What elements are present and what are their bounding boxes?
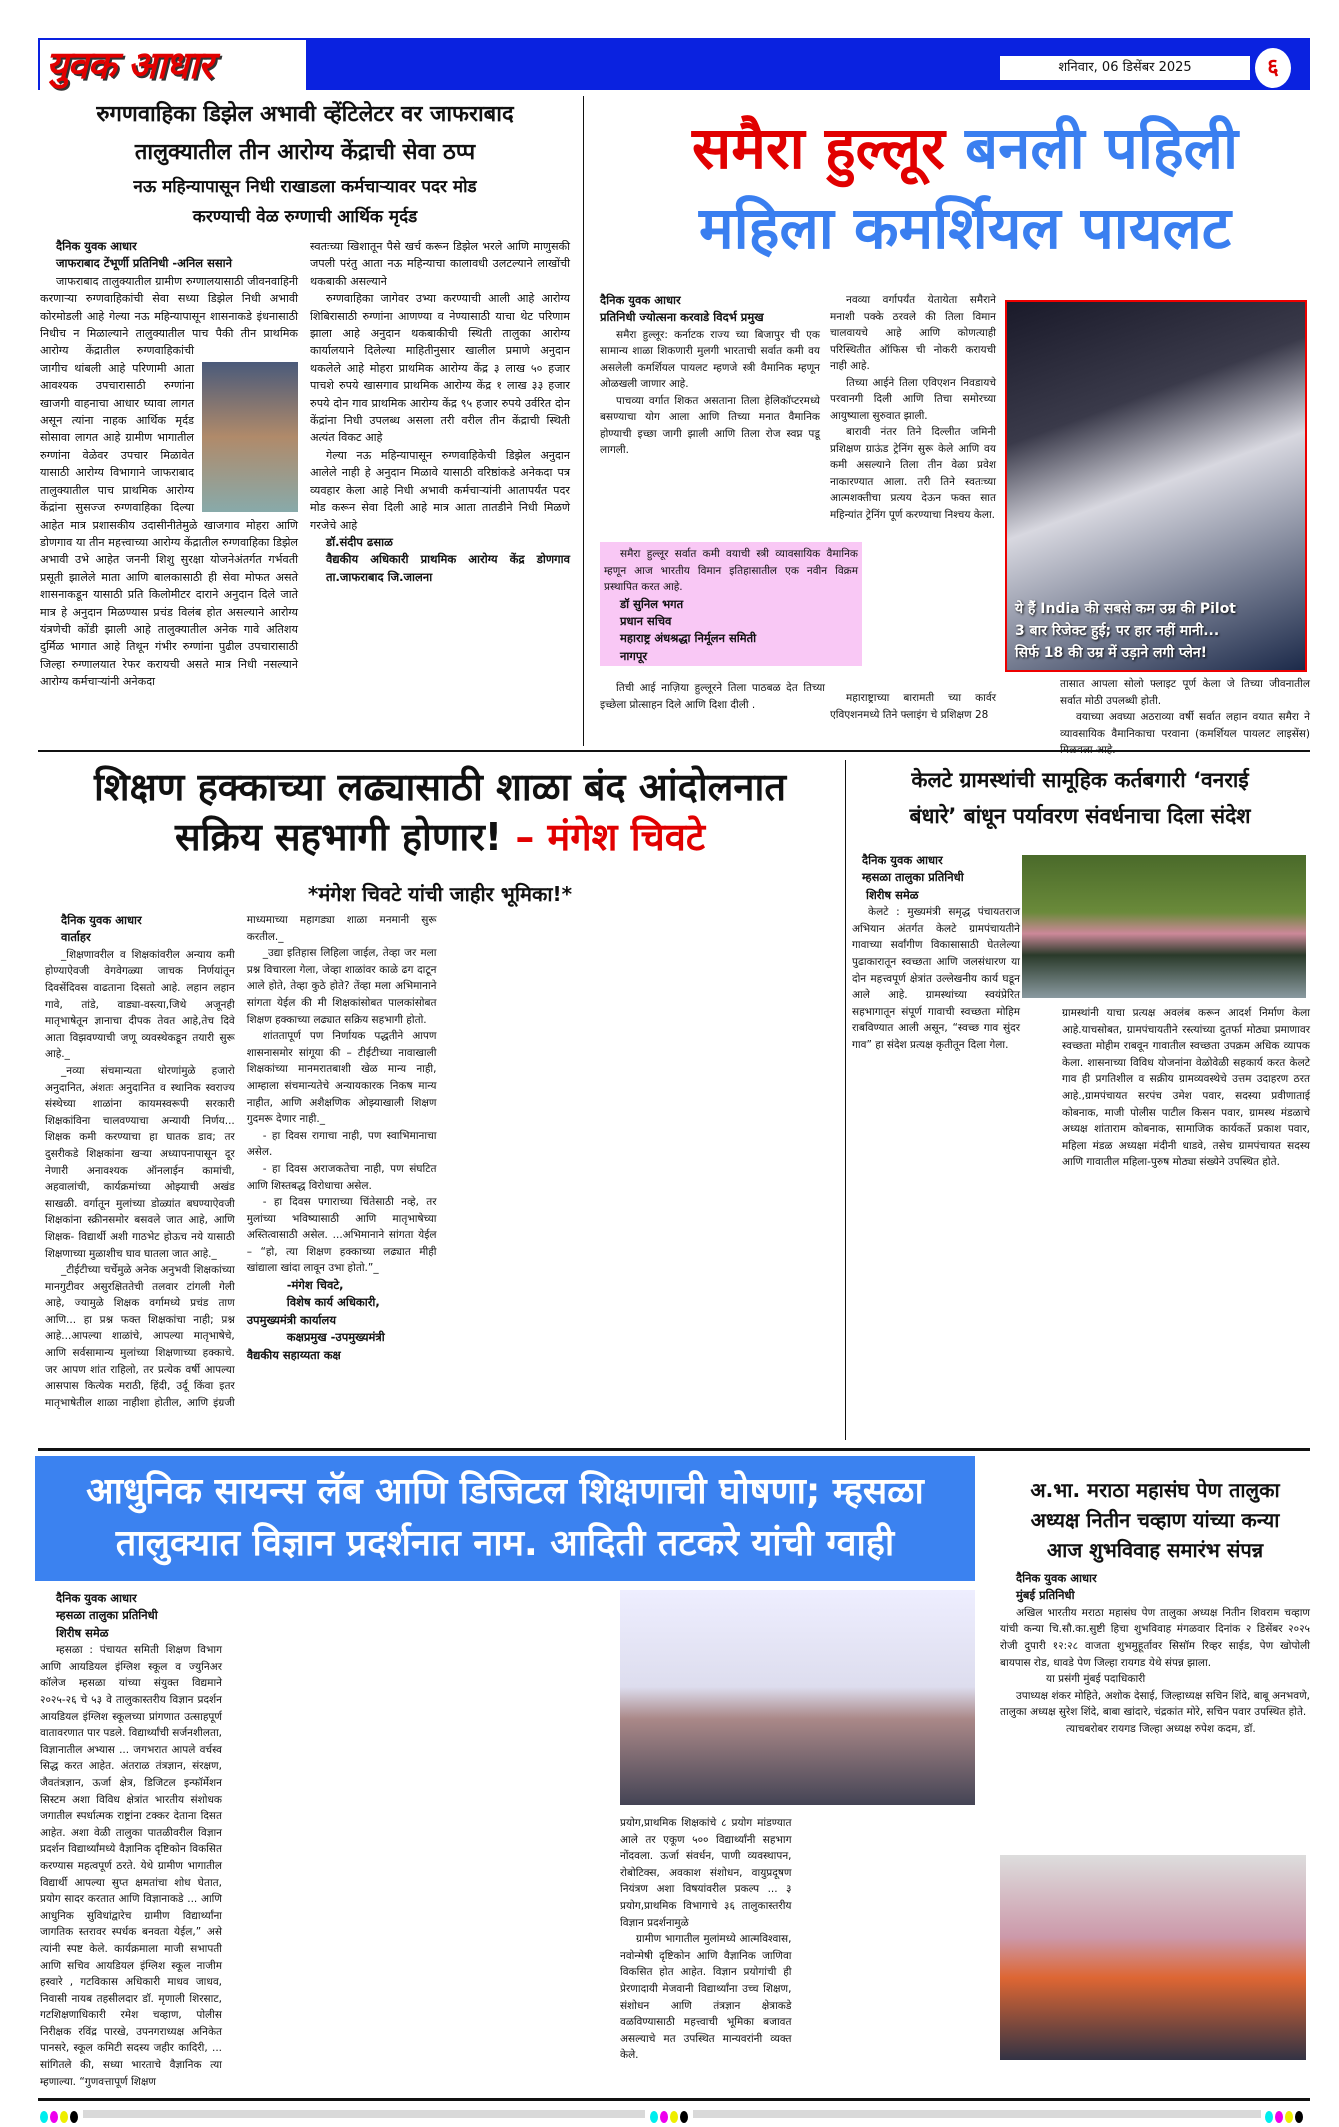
article-text: महाराष्ट्राच्या बारामती च्या कार्वर एविएशनमध्ये तिने फ्लाइंग चे प्रशिक्षण 28: [830, 692, 996, 721]
article-pilot-headline: [620, 108, 1310, 268]
registration-marks: [650, 2108, 690, 2127]
article-text: तासात आपला सोलो फ्लाइट पूर्ण केला जे तिच्या जीवनातील सर्वात मोठी उपलब्धी होती.: [1060, 678, 1310, 707]
article-text: तिची आई नाज़िया हुल्लूरने तिला पाठबळ देत तिच्या इच्छेला प्रोत्साहन दिले आणि दिशा दीली .: [600, 682, 825, 711]
article-text: गेल्या नऊ महिन्यापासून रुग्णवाहिकेची डिझेल अनुदान आलेले नाही हे अनुदान मिळावे यासाठी वरिष्ठांकडे अनेकदा पत्र व्यवहार केला आहे निधी अभावी कर्मचाऱ्यांनी आतापर्यंत पदर मोड करून सेवा दिली आहे मात्र आता तातडीने निधी मिळणे गरजेचे आहे: [310, 448, 570, 532]
page-number: ६: [1255, 48, 1291, 88]
registration-marks: [40, 2108, 80, 2127]
pilot-col2: [830, 292, 996, 523]
byline: दैनिक युवक आधार: [600, 293, 681, 307]
headline: अध्यक्ष नितीन चव्हाण यांच्या कन्या: [1030, 1508, 1280, 1532]
article-text: समैरा हुल्लूर: कर्नाटक राज्य च्या बिजापुर ची एक सामान्य शाळा शिकणारी मुलगी भारताची सर्वात कमी वय असलेली कमर्शियल पायलट म्हणजे स्त्री वैमानिक म्हणून ओळखली जाणार आहे.: [600, 328, 820, 391]
signature: कक्षप्रमुख -उपमुख्यमंत्री: [286, 1330, 385, 1345]
headline: तालुक्यात विज्ञान प्रदर्शनात नाम. आदिती तटकरे यांची ग्वाही: [115, 1523, 895, 1564]
footer-rule: [38, 2098, 1310, 2101]
article-text: केलटे : मुख्यमंत्री समृद्ध पंचायतराज अभियान अंतर्गत केलटे ग्रामपंचायतीने गावाच्या सर्वांगीण विकासासाठी घेतलेल्या पुढाकारातून स्वच्छता आणि जलसंधारण या दोन महत्त्वपूर्ण क्षेत्रांत उल्लेखनीय कार्य घडून आले आहे. ग्रामस्थांच्या स्वयंप्रेरित सहभागातून संपूर्ण गावाची स्वच्छता मोहिम राबविण्यात आली असून, “स्वच्छ गाव सुंदर गाव” हा संदेश प्रत्यक्ष कृतीतून दिला गेला.: [852, 906, 1020, 1051]
caption-line: सिर्फ 18 की उम्र में उड़ाने लगी प्लेन!: [1015, 645, 1208, 661]
byline: जाफराबाद टेंभूर्णी प्रतिनिधी -अनिल ससाने: [56, 256, 233, 271]
byline: म्हसळा तालुका प्रतिनिधी: [56, 1608, 158, 1623]
signature: विशेष कार्य अधिकारी,: [286, 1295, 380, 1310]
headline: रुगणवाहिका डिझेल अभावी व्हेंटिलेटर वर जाफराबाद: [96, 102, 514, 127]
headline-red: समैरा हुल्लूर: [691, 114, 945, 182]
headline-red: – मंगेश चिवटे: [515, 815, 705, 859]
kelte-col2: [1062, 1005, 1310, 1171]
kelte-col1: [852, 852, 1020, 1054]
article-text: _नव्या संचमान्यता धोरणांमुळे हजारो अनुदानित, अंशतः अनुदानित व स्थानिक स्वराज्य संस्थेच्या शाळांना कायमस्वरूपी सरकारी शिक्षकांविना चालवण्याचा अन्यायी निर्णय... शिक्षक कमी करण्याचा हा घातक डाव; तर दुसरीकडे शिक्षकांना खऱ्या अध्यापनापासून दूर नेणारी अनावश्यक ऑनलाईन कामांची, अहवालांची, कार्यक्रमांच्या ओझ्याची अखंड साखळी. वर्गातून मुलांच्या डोळ्यांत बघण्याऐवजी शिक्षकांना स्क्रीनसमोर बसवले जात आहे, आणि शिक्षक- विद्यार्थी अशी गाठभेट होऊच नये यासाठी शिक्षणाच्या मुळाशीच घाव घातला जात आहे._: [45, 1064, 235, 1260]
registration-marks: [1265, 2108, 1305, 2127]
article-text: अखिल भारतीय मराठा महासंघ पेण तालुका अध्यक्ष नितीन शिवराम चव्हाण यांची कन्या चि.सौ.का.सुष्टी हिचा शुभविवाह मंगळवार दिनांक २ डिसेंबर २०२५ रोजी दुपारी १२:२८ वाजता शुभमुहूर्तावर सिसॉम रिव्हर साईड, पेण खोपोली बायपास रोड, धावडे पेण जिल्हा रायगड येथे संपन्न झाला.: [1000, 1606, 1310, 1669]
article-wedding-headline: [1000, 1475, 1310, 1565]
byline: शिरीष समेळ: [56, 1625, 109, 1640]
headline-blue: महिला कमर्शियल पायलट: [698, 194, 1232, 262]
article-text: शांततापूर्ण पण निर्णायक पद्धतीने आपण शासनासमोर सांगूया की – टीईटीच्या नावाखाली शिक्षकांच्या मानमरातबाशी खेळ मान्य नाही, आम्हाला संचमान्यतेचे अन्यायकारक निकष मान्य नाहीत, आणि अशैक्षणिक ओझ्याखाली शिक्षण गुदमरू देणार नाही._: [246, 1030, 437, 1126]
section-divider: [38, 750, 1310, 752]
byline: दैनिक युवक आधार: [56, 239, 137, 253]
quote-signature: महाराष्ट्र अंधश्रद्धा निर्मूलन समिती: [620, 631, 757, 646]
article-text: तिच्या आईने तिला एविएशन निवडायचे परवानगी दिली आणि तिचा समोरच्या आयुष्याला सुरुवात झाली.: [830, 376, 996, 422]
subheadline: *मंगेश चिवटे यांची जाहीर भूमिका!*: [307, 882, 573, 906]
reporter-photo: [202, 362, 298, 512]
signature: -मंगेश चिवटे,: [286, 1278, 344, 1293]
headline: आधुनिक सायन्स लॅब आणि डिजिटल शिक्षणाची घोषणा; म्हसळा: [86, 1471, 924, 1512]
color-bar: [83, 2110, 645, 2118]
article-text: _टीईटीच्या चर्चेमुळे अनेक अनुभवी शिक्षकांच्या मानगुटीवर असुरक्षिततेची तलवार टांगली गेली आहे, ज्यामुळे शिक्षक वर्गामध्ये प्रचंड ताण आणि... हा प्रश्न फक्त शिक्षकांचा नाही; प्रश्न आहे...आपल्या शाळांचे, आपल्या मातृभाषेचे, आणि सर्वसामान्य मुलांच्या शिक्षणाच्या हक्काचे. जर आपण शांत राहिलो, तर प्रत्येक वर्षी आपल्या आसपास कित्येक मराठी, हिंदी, उर्दू किंवा इतर मातृभाषेतील शाळा नाहीशा होतील, आणि इंग्रजी माध्यमाच्या महागड्या शाळा मनमानी सुरू करतील._: [45, 914, 437, 1409]
article-text: ग्रामीण भागातील मुलांमध्ये आत्मविश्वास, नवोन्मेषी दृष्टिकोन आणि वैज्ञानिक जाणिवा विकसित होत आहेत. विज्ञान प्रयोगांची ही प्रेरणादायी मेजवानी विद्यार्थ्यांना उच्च शिक्षण, संशोधन आणि तंत्रज्ञान क्षेत्राकडे वळविण्यासाठी महत्त्वाची भूमिका बजावत असल्याचे मत उपस्थित मान्यवरांनी व्यक्त केले.: [620, 1933, 792, 2062]
wedding-photo: [1000, 1855, 1306, 2060]
signature: उपमुख्यमंत्री कार्यालय: [246, 1312, 336, 1327]
quote-box: [600, 542, 862, 666]
education-article-body: [45, 912, 840, 1440]
column-divider: [845, 760, 846, 1440]
article-text: _शिक्षणावरील व शिक्षकांवरील अन्याय कमी होण्याऐवजी वेगवेगळ्या जाचक निर्णयांतून दिवसेंदिवस वाढताना दिसतो आहे. लहान लहान गावे, तांडे, वाड्या-वस्त्या,जिथे अजूनही मातृभाषेतून ज्ञानाचा दीपक तेवत आहे,तेच दिवे आता विझवण्याची जणू व्यवस्थेकडून तयारी सुरू आहे._: [45, 948, 235, 1061]
article-text: _उद्या इतिहास लिहिला जाईल, तेव्हा जर मला प्रश्न विचारला गेला, जेव्हा शाळांवर काळे ढग दाटून आले होते, तेव्हा कुठे होते? तेंव्हा मला अभिमानाने सांगता येईल की मी शिक्षकांसोबत पालकांसोबत शिक्षण हक्काच्या लढ्यात सक्रिय सहभागी होतो.: [246, 947, 437, 1026]
signature: वैद्यकीय अधिकारी प्राथमिक आरोग्य केंद्र डोणगाव ता.जाफराबाद जि.जालना: [326, 552, 570, 584]
column-divider: [583, 96, 584, 746]
subheadline: नऊ महिन्यापासून निधी राखाडला कर्मचाऱ्यावर पदर मोड: [133, 177, 477, 197]
quote-text: समैरा हुल्लूर सर्वात कमी वयाची स्त्री व्यावसायिक वैमानिक म्हणून आज भारतीय विमान इतिहासातील एक नवीन विक्रम प्रस्थापित करत आहे.: [604, 548, 858, 593]
headline: शिक्षण हक्काच्या लढ्यासाठी शाळा बंद आंदोलनात: [93, 765, 787, 809]
villagers-photo: [1022, 855, 1306, 998]
article-text: बारावी नंतर तिने दिल्लीत जमिनी प्रशिक्षण ग्राऊंड ट्रेनिंग सुरू केले आणि वय कमी असल्याने तिला तीन वेळा प्रवेश नाकारण्यात आला. तरी तिने स्वतःच्या आत्मशक्तीचा प्रत्यय देऊन फक्त सात महिन्यांत ट्रेनिंग पूर्ण करण्याचा निश्चय केला.: [830, 426, 996, 521]
signature: डॉ.संदीप ढसाळ: [326, 534, 393, 549]
subheadline: करण्याची वेळ रुग्णाची आर्थिक मृर्दड: [192, 207, 418, 227]
byline: दैनिक युवक आधार: [56, 1591, 137, 1605]
article-education-headline: [40, 762, 840, 862]
article-text: जाफराबाद तालुक्यातील ग्रामीण रुग्णालयासाठी जीवनवाहिनी करणाऱ्या रुग्णवाहिकांची सेवा सध्या डिझेल निधी अभावी कोरमोडली आहे गेल्या नऊ महिन्यापासून शासनाकडे इंधनासाठी निधीच न मिळाल्याने तालुक्यातील पाच पैकी तीन प्राथमिक आरोग्य केंद्रातील रुग्णवाहिकांची जागीच थांबली आहे परिणामी आता आवश्यक उपचारासाठी रुग्णांना खाजगी वाहनाचा आधार घ्यावा लागत असून त्यांना नाहक आर्थिक मृर्दड सोसावा लागत आहे ग्रामीण भागातील रुग्णांना वेळेवर उपचार मिळावेत यासाठी आरोग्य विभागाने जाफराबाद तालुक्यातील पाच प्राथमिक आरोग्य केंद्रांना सुसज्ज रुग्णवाहिका दिल्या आहेत मात्र प्रशासकीय उदासीनीतेमुळे खाजगाव मोहरा आणि डोणगाव या तीन महत्त्वाच्या आरोग्य केंद्रातील रुग्णवाहिका डिझेल अभावी उभे आहेत जननी शिशु सुरक्षा योजनेअंतर्गत गर्भवती प्रसूती झालेले माता आणि बालकासाठी ही सेवा मोफत असते शासनाकडून यासाठी प्रति किलोमीटर दाराने अनुदान दिले जाते मात्र हे अनुदान मिळण्यास प्रचंड विलंब होत असल्याने आरोग्य यंत्रणेची कोंडी झाली आहे तालुक्यातील अनेक गावे अतिशय दुर्मिळ भागात आहे तिथून गंभीर रुग्णांना पुढील उपचारासाठी जिल्हा रुग्णालयात रेफर करायची असते मात्र निधी नसल्याने आरोग्य कर्मचाऱ्यांनी अनेकदा: [40, 274, 298, 689]
article-text: उपाध्यक्ष शंकर मोहिते, अशोक देसाई, जिल्हाध्यक्ष सचिन शिंदे, बाबू अनभवणे, तालुका अध्यक्ष सुरेश शिंदे, बाबा खांदारे, चंद्रकांत मोरे, सचिन पवार उपस्थित होते.: [1000, 1689, 1310, 1719]
pilot-col1: [600, 292, 820, 459]
science-article-body-2: [620, 1815, 975, 2095]
wedding-article-body: [1000, 1570, 1310, 1738]
headline: अ.भा. मराठा महासंघ पेण तालुका: [1030, 1478, 1280, 1502]
headline: सक्रिय सहभागी होणार!: [175, 815, 503, 859]
byline: मुंबई प्रतिनिधी: [1016, 1588, 1075, 1603]
newspaper-logo: युवक आधार: [40, 40, 306, 90]
headline: केलटे ग्रामस्थांची सामूहिक कर्तबगारी ‘वनराई: [911, 768, 1249, 792]
photo-caption: [1015, 598, 1297, 664]
article-text: ग्रामस्थांनी याचा प्रत्यक्ष अवलंब करून आदर्श निर्माण केला आहे.याचसोबत, ग्रामपंचायतीने रस्त्यांच्या दुतर्फा मोठ्या प्रमाणावर स्वच्छता मोहीम राबवून गावातील स्वच्छता उपक्रम अधिक व्यापक केला. शासनाच्या विविध योजनांना वेळोवेळी सहकार्य करत केलटे गाव ही प्रगतिशील व सक्रीय ग्रामव्यवस्थेचे उत्तम उदाहरण ठरत आहे.,ग्रामपंचायत सरपंच उमेश पवार, सदस्या प्रवीणाताई कोबनाक, माजी पोलीस पाटील किसन पवार, ग्रामस्थ मंडळाचे अध्यक्ष शांताराम कोबनाक, सामाजिक कार्यकर्ते प्रकाश पवार, महिला मंडळ अध्यक्षा मंदीनी धाडवे, तसेच ग्रामपंचायत सदस्य आणि गावातील महिला-पुरुष मोठ्या संख्येने उपस्थित होते.: [1062, 1007, 1310, 1169]
byline: दैनिक युवक आधार: [862, 853, 943, 867]
article-text: स्वतःच्या खिशातून पैसे खर्च करून डिझेल भरले आणि माणुसकी जपली परंतु आता नऊ महिन्याचा कालावधी उलटल्याने लाखोंची थकबाकी असल्याने: [310, 240, 570, 288]
article-ambulance: [40, 96, 570, 691]
article-text: पाचव्या वर्गात शिकत असताना तिला हेलिकॉप्टरमध्ये बसण्याचा योग आला आणि तिच्या मनात वैमानिक होण्याची इच्छा जागी झाली आणि तिला रोज स्वप्न पडू लागली.: [600, 394, 820, 457]
science-banner-headline: [35, 1456, 975, 1581]
byline: वार्ताहर: [61, 930, 91, 945]
article-text: त्याचबरोबर रायगड जिल्हा अध्यक्ष रुपेश कदम, डॉ.: [1066, 1722, 1256, 1735]
article-text: या प्रसंगी मुंबई पदाधिकारी: [1046, 1673, 1146, 1686]
caption-line: 3 बार रिजेक्ट हुई; पर हार नहीं मानी...: [1015, 623, 1220, 639]
article-text: - हा दिवस रागाचा नाही, पण स्वाभिमानाचा असेल.: [246, 1129, 437, 1159]
issue-date: शनिवार, 06 डिसेंबर 2025: [1000, 56, 1250, 80]
pilot-col2b: [830, 690, 996, 723]
article-kelte-headline: [850, 762, 1310, 834]
science-article-body: [40, 1590, 610, 2095]
headline-blue: बनली पहिली: [965, 114, 1238, 182]
quote-signature: प्रधान सचिव: [620, 613, 672, 628]
signature: वैद्यकीय सहाय्यता कक्ष: [246, 1347, 341, 1362]
byline: प्रतिनिधी ज्योत्सना करवाडे विदर्भ प्रमुख: [600, 310, 764, 325]
article-text: म्हसळा : पंचायत समिती शिक्षण विभाग आणि आयडियल इंग्लिश स्कूल व ज्युनिअर कॉलेज म्हसळा यांच्या संयुक्त विद्यमाने २०२५-२६ चे ५३ वे तालुकास्तरीय विज्ञान प्रदर्शन आयडियल इंग्लिश स्कूलच्या प्रांगणात उत्साहपूर्ण वातावरणात पार पडले. विद्यार्थ्यांची सर्जनशीलता, विज्ञानातील अभ्यास ... जगभरात आपले वर्चस्व सिद्ध करत आहेत. अंतराळ तंत्रज्ञान, संरक्षण, जैवतंत्रज्ञान, ऊर्जा क्षेत्र, डिजिटल इन्फॉर्मेशन सिस्टम अशा विविध क्षेत्रांत भारतीय संशोधक जगातील स्पर्धात्मक राष्ट्रांना टक्कर देताना दिसत आहेत. अशा वेळी तालुका पातळीवरील विज्ञान प्रदर्शन विद्यार्थ्यांमध्ये वैज्ञानिक दृष्टिकोन विकसित करण्यास महत्वपूर्ण ठरते. येथे ग्रामीण भागातील विद्यार्थी आपल्या सुप्त क्षमतांचा शोध घेतात, प्रयोग सादर करतात आणि विज्ञानाकडे ... आणि आधुनिक सुविधांद्वारेच ग्रामीण विद्यार्थ्यांना जागतिक स्तरावर स्पर्धक बनवता येईल,” असे त्यांनी स्पष्ट केले. कार्यक्रमाला माजी सभापती आणि सचिव आयडियल इंग्लिश स्कूल नाजीम हस्वारे , गटविकास अधिकारी माधव जाधव, निवासी नायब तहसीलदार डॉ. मृणाली शिरसाट, गटशिक्षणाधिकारी रमेश चव्हाण, पोलीस निरीक्षक रविंद्र पारखे, उपनगराध्यक्ष अनिकेत पानसरे, स्कूल कमिटी सदस्य जहीर कादिरी, ... सांगितले की, सध्या भारताचे वैज्ञानिक त्या म्हणाल्या. “गुणवत्तापूर्ण शिक्षण: [40, 1644, 222, 2088]
section-divider: [38, 1448, 1310, 1451]
article-text: वयाच्या अवघ्या अठराव्या वर्षी सर्वात लहान वयात समैरा ने व्यावसायिक वैमानिकाचा परवाना (कमर्शियल पायलट लाइसेंस): [1060, 711, 1310, 740]
article-text: - हा दिवस अराजकतेचा नाही, पण संघटित आणि शिस्तबद्ध विरोधाचा असेल.: [246, 1162, 437, 1192]
article-text: प्रयोग,प्राथमिक शिक्षकांचे ८ प्रयोग मांडण्यात आले तर एकूण ५०० विद्यार्थ्यांनी सहभाग नोंदवला. ऊर्जा संवर्धन, पाणी व्यवस्थापन, रोबोटिक्स, अवकाश संशोधन, वायुप्रदूषण नियंत्रण अशा विषयांवरील प्रकल्प ... ३ प्रयोग,प्राथमिक विभागाचे ३६ तालुकास्तरीय विज्ञान प्रदर्शनामुळे: [620, 1817, 792, 1929]
pilot-col3: [1060, 676, 1310, 759]
headline: बंधारे’ बांधून पर्यावरण संवर्धनाचा दिला संदेश: [909, 804, 1251, 828]
color-bar: [693, 2110, 1261, 2118]
byline: दैनिक युवक आधार: [1016, 1571, 1097, 1585]
headline: तालुक्यातील तीन आरोग्य केंद्राची सेवा ठप्प: [134, 140, 476, 165]
article-text: - हा दिवस पगाराच्या चिंतेसाठी नव्हे, तर मुलांच्या भविष्यासाठी आणि मातृभाषेच्या अस्तित्वासाठी असेल. ...अभिमानाने सांगता येईल – “हो, त्या शिक्षण हक्काच्या लढ्यात मीही खांद्याला खांदा लावून उभा होतो.”_: [246, 1196, 437, 1275]
byline: शिरीष समेळ: [866, 887, 919, 902]
byline: म्हसळा तालुका प्रतिनिधी: [862, 870, 964, 885]
headline: आज शुभविवाह समारंभ संपन्न: [1046, 1538, 1264, 1562]
pilot-col1b: [600, 680, 825, 713]
quote-signature: नागपूर: [620, 648, 648, 663]
pilot-photo: [1005, 300, 1307, 672]
article-text: रुग्णवाहिका जागेवर उभ्या करण्याची आली आहे आरोग्य शिबिरासाठी रुग्णांना आणण्या व नेण्यासाठी याचा थेट परिणाम झाला आहे अनुदान थकबाकीची स्थिती तालुका आरोग्य कार्यालयाने दिलेल्या माहितीनुसार खालील प्रमाणे अनुदान थकलेले आहे मोहरा प्राथमिक आरोग्य केंद्र ३ लाख ५० हजार पाचशे रुपये खासगाव प्राथमिक आरोग्य केंद्र १ लाख ३३ हजार रुपये दोन गाव प्राथमिक आरोग्य केंद्र ९५ हजार रुपये उर्वरित दोन केंद्रांना निधी उपलब्ध असला तरी वरील तीन केंद्राची स्थिती अत्यंत विकट आहे: [310, 292, 570, 445]
science-exhibition-photo: [620, 1590, 975, 1805]
caption-line: ये हैं India की सबसे कम उम्र की Pilot: [1015, 601, 1237, 617]
quote-signature: डॉ सुनिल भगत: [620, 596, 684, 611]
byline: दैनिक युवक आधार: [61, 913, 142, 927]
article-text: नवव्या वर्गापर्यंत येतायेता समैराने मनाशी पक्के ठरवले की तिला विमान चालवायचे आहे आणि कोणत्याही परिस्थितीत ऑफिस ची नोकरी करायची नाही आहे.: [830, 294, 996, 372]
